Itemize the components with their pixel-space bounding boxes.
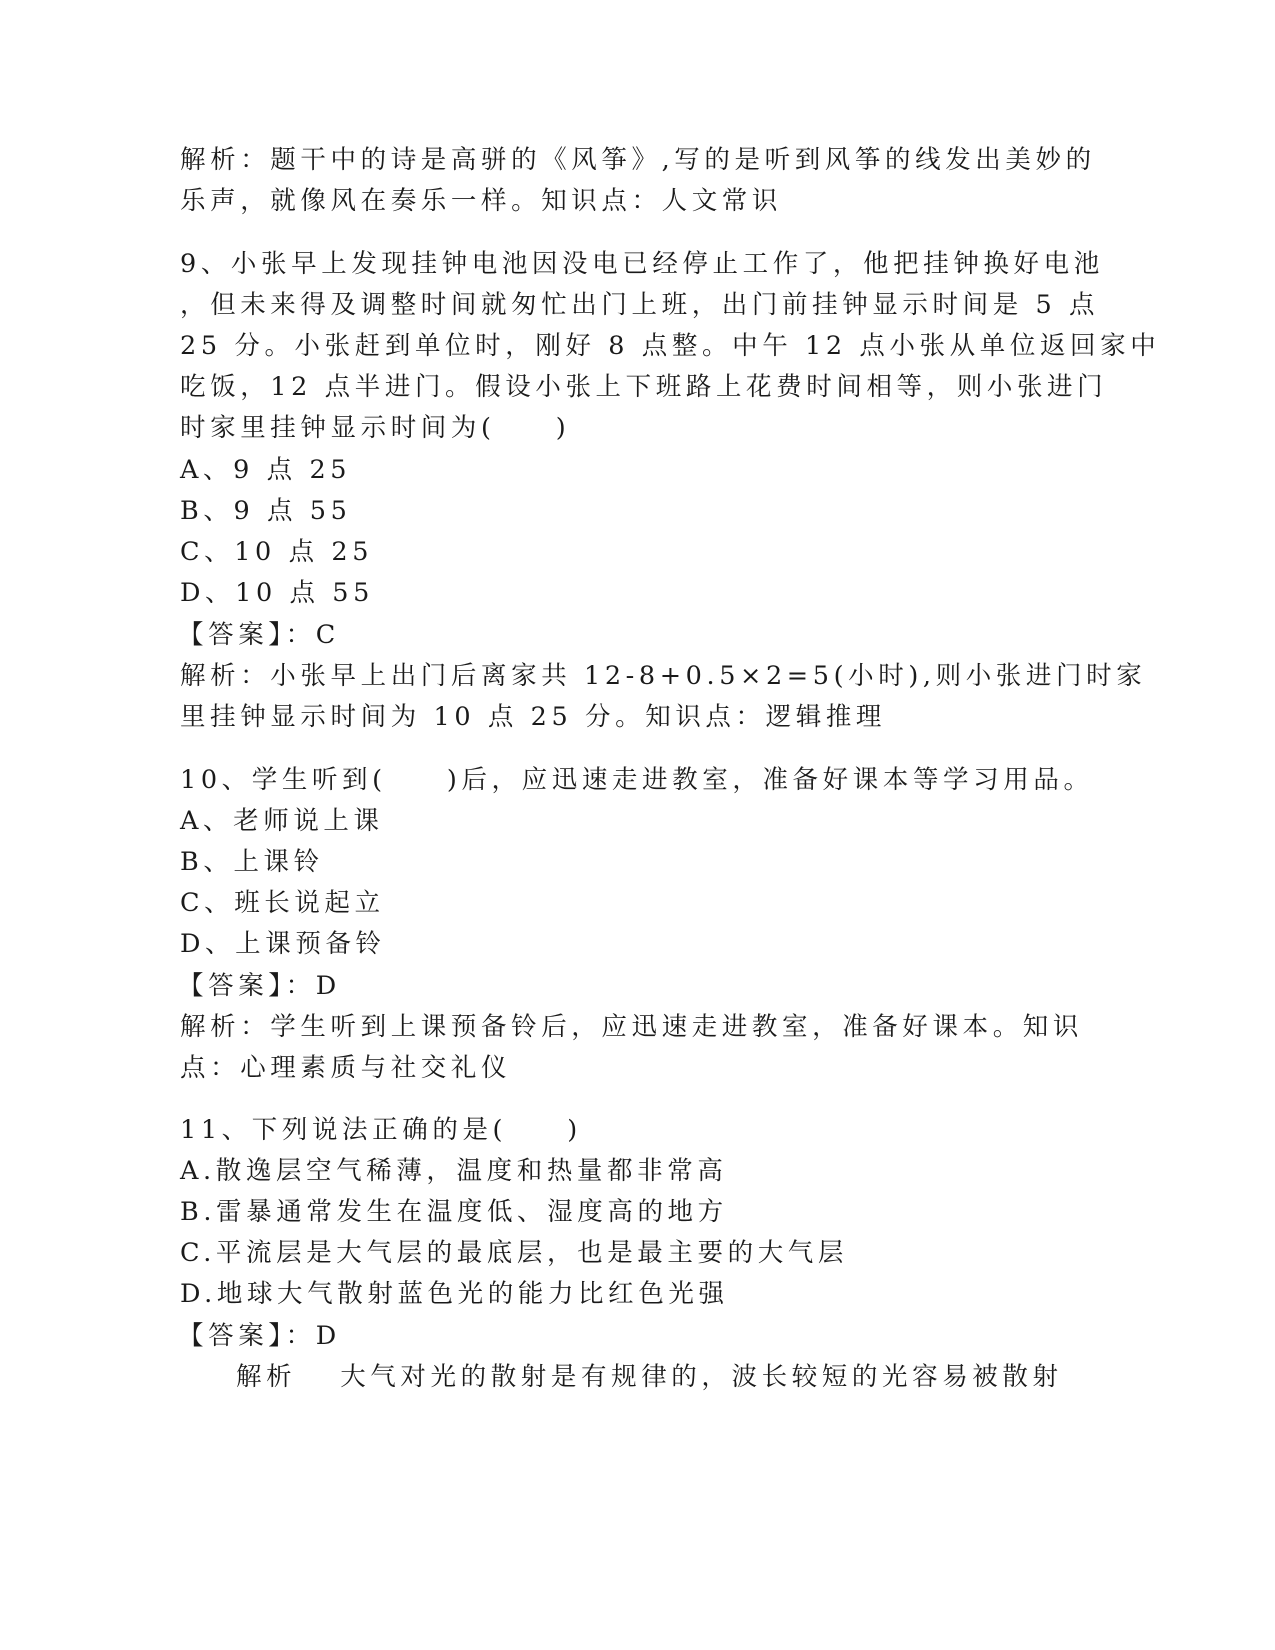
analysis-line: 里挂钟显示时间为 10 点 25 分。知识点：逻辑推理: [180, 702, 887, 732]
analysis-label: 解析: [236, 1362, 297, 1392]
question-stem-line: 9、小张早上发现挂钟电池因没电已经停止工作了，他把挂钟换好电池: [180, 249, 1104, 279]
question-stem-line: 10、学生听到( )后，应迅速走进教室，准备好课本等学习用品。: [180, 765, 1094, 795]
option-b: B.雷暴通常发生在温度低、湿度高的地方: [180, 1197, 728, 1227]
question-stem-line: 吃饭，12 点半进门。假设小张上下班路上花费时间相等，则小张进门: [180, 372, 1108, 402]
analysis-text: 大气对光的散射是有规律的，波长较短的光容易被散射: [340, 1362, 1063, 1392]
option-c: C、班长说起立: [180, 888, 385, 918]
option-a: A.散逸层空气稀薄，温度和热量都非常高: [180, 1156, 728, 1186]
analysis-line: 点：心理素质与社交礼仪: [180, 1053, 512, 1083]
question-stem-line: 25 分。小张赶到单位时，刚好 8 点整。中午 12 点小张从单位返回家中: [180, 331, 1161, 361]
option-d: D、上课预备铃: [180, 929, 386, 959]
question-stem-line: ，但未来得及调整时间就匆忙出门上班，出门前挂钟显示时间是 5 点: [180, 290, 1100, 320]
analysis-line: 解析：学生听到上课预备铃后，应迅速走进教室，准备好课本。知识: [180, 1012, 1084, 1042]
analysis-line: [236, 1361, 1063, 1393]
analysis-line: 解析：小张早上出门后离家共 12-8+0.5×2=5(小时),则小张进门时家: [180, 661, 1147, 691]
option-b: B、9 点 55: [180, 496, 352, 526]
option-b: B、上课铃: [180, 847, 324, 877]
question-stem-line: 11、下列说法正确的是( ): [180, 1115, 582, 1145]
option-a: A、9 点 25: [180, 455, 352, 485]
option-c: C、10 点 25: [180, 537, 374, 567]
question-stem-line: 时家里挂钟显示时间为( ): [180, 413, 571, 443]
option-c: C.平流层是大气层的最底层，也是最主要的大气层: [180, 1238, 849, 1268]
answer: 【答案】：C: [178, 620, 340, 650]
option-d: D、10 点 55: [180, 578, 374, 608]
option-d: D.地球大气散射蓝色光的能力比红色光强: [180, 1279, 729, 1309]
answer: 【答案】：D: [178, 1321, 341, 1351]
analysis-line: 乐声，就像风在奏乐一样。知识点：人文常识: [180, 186, 783, 216]
analysis-line: 解析：题干中的诗是高骈的《风筝》,写的是听到风筝的线发出美妙的: [180, 145, 1096, 175]
answer: 【答案】：D: [178, 971, 341, 1001]
option-a: A、老师说上课: [180, 806, 384, 836]
